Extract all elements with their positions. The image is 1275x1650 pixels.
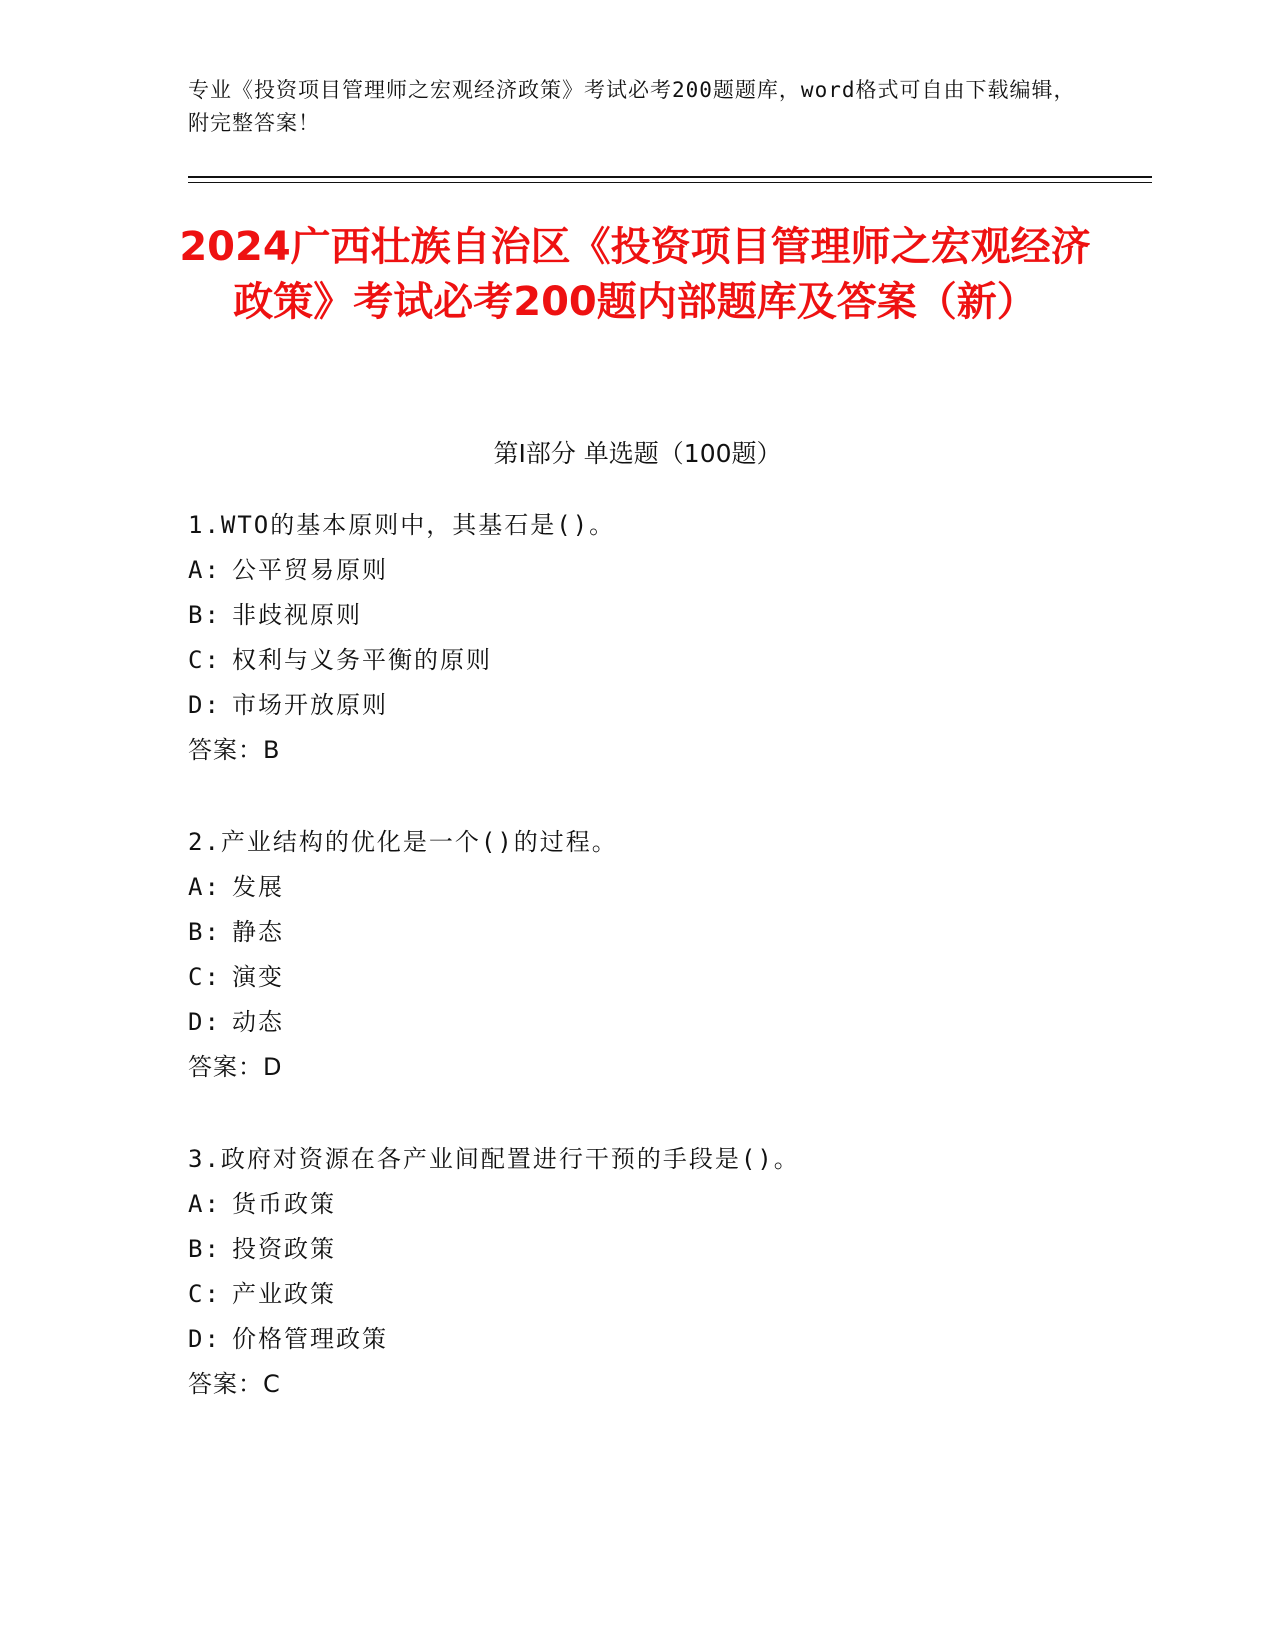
- option-c: [188, 955, 1148, 1000]
- answer-line: 答案：C: [188, 1370, 281, 1398]
- option-letter: B:: [188, 918, 221, 946]
- option-text: 投资政策: [232, 1235, 336, 1263]
- option-letter: D:: [188, 1008, 221, 1036]
- option-b: [188, 1227, 1148, 1272]
- option-a: [188, 865, 1148, 910]
- option-c: [188, 638, 1148, 683]
- header-note: 专业《投资项目管理师之宏观经济政策》考试必考200题题库，word格式可自由下载编辑，附完整答案！: [188, 78, 1076, 135]
- option-letter: A:: [188, 556, 221, 584]
- option-text: 价格管理政策: [232, 1325, 388, 1353]
- question-text: 2.产业结构的优化是一个()的过程。: [188, 828, 618, 856]
- option-text: 动态: [232, 1008, 284, 1036]
- option-d: [188, 1317, 1148, 1362]
- option-text: 非歧视原则: [232, 601, 362, 629]
- option-letter: C:: [188, 646, 221, 674]
- question-text: 3.政府对资源在各产业间配置进行干预的手段是()。: [188, 1145, 800, 1173]
- option-c: [188, 1272, 1148, 1317]
- option-b: [188, 593, 1148, 638]
- option-a: [188, 1182, 1148, 1227]
- option-letter: B:: [188, 1235, 221, 1263]
- section-title: 第Ⅰ部分 单选题（100题）: [493, 439, 782, 468]
- main-title: 2024广西壮族自治区《投资项目管理师之宏观经济政策》考试必考200题内部题库及答案（新）: [179, 224, 1091, 325]
- option-text: 静态: [232, 918, 284, 946]
- option-letter: D:: [188, 691, 221, 719]
- option-b: [188, 910, 1148, 955]
- answer-line: 答案：D: [188, 1053, 283, 1081]
- option-letter: D:: [188, 1325, 221, 1353]
- option-letter: A:: [188, 873, 221, 901]
- option-letter: C:: [188, 1280, 221, 1308]
- question-3: [188, 1137, 1148, 1407]
- option-letter: C:: [188, 963, 221, 991]
- header-rule-thin: [188, 182, 1152, 183]
- option-d: [188, 683, 1148, 728]
- question-1: [188, 503, 1148, 773]
- option-text: 货币政策: [232, 1190, 336, 1218]
- question-2: [188, 820, 1148, 1090]
- option-text: 产业政策: [232, 1280, 336, 1308]
- option-letter: B:: [188, 601, 221, 629]
- answer-line: 答案：B: [188, 736, 281, 764]
- option-text: 权利与义务平衡的原则: [232, 646, 492, 674]
- option-text: 发展: [232, 873, 284, 901]
- header-rule-thick: [188, 176, 1152, 178]
- option-d: [188, 1000, 1148, 1045]
- option-letter: A:: [188, 1190, 221, 1218]
- option-text: 公平贸易原则: [232, 556, 388, 584]
- question-text: 1.WTO的基本原则中，其基石是()。: [188, 511, 616, 539]
- option-a: [188, 548, 1148, 593]
- option-text: 市场开放原则: [232, 691, 388, 719]
- option-text: 演变: [232, 963, 284, 991]
